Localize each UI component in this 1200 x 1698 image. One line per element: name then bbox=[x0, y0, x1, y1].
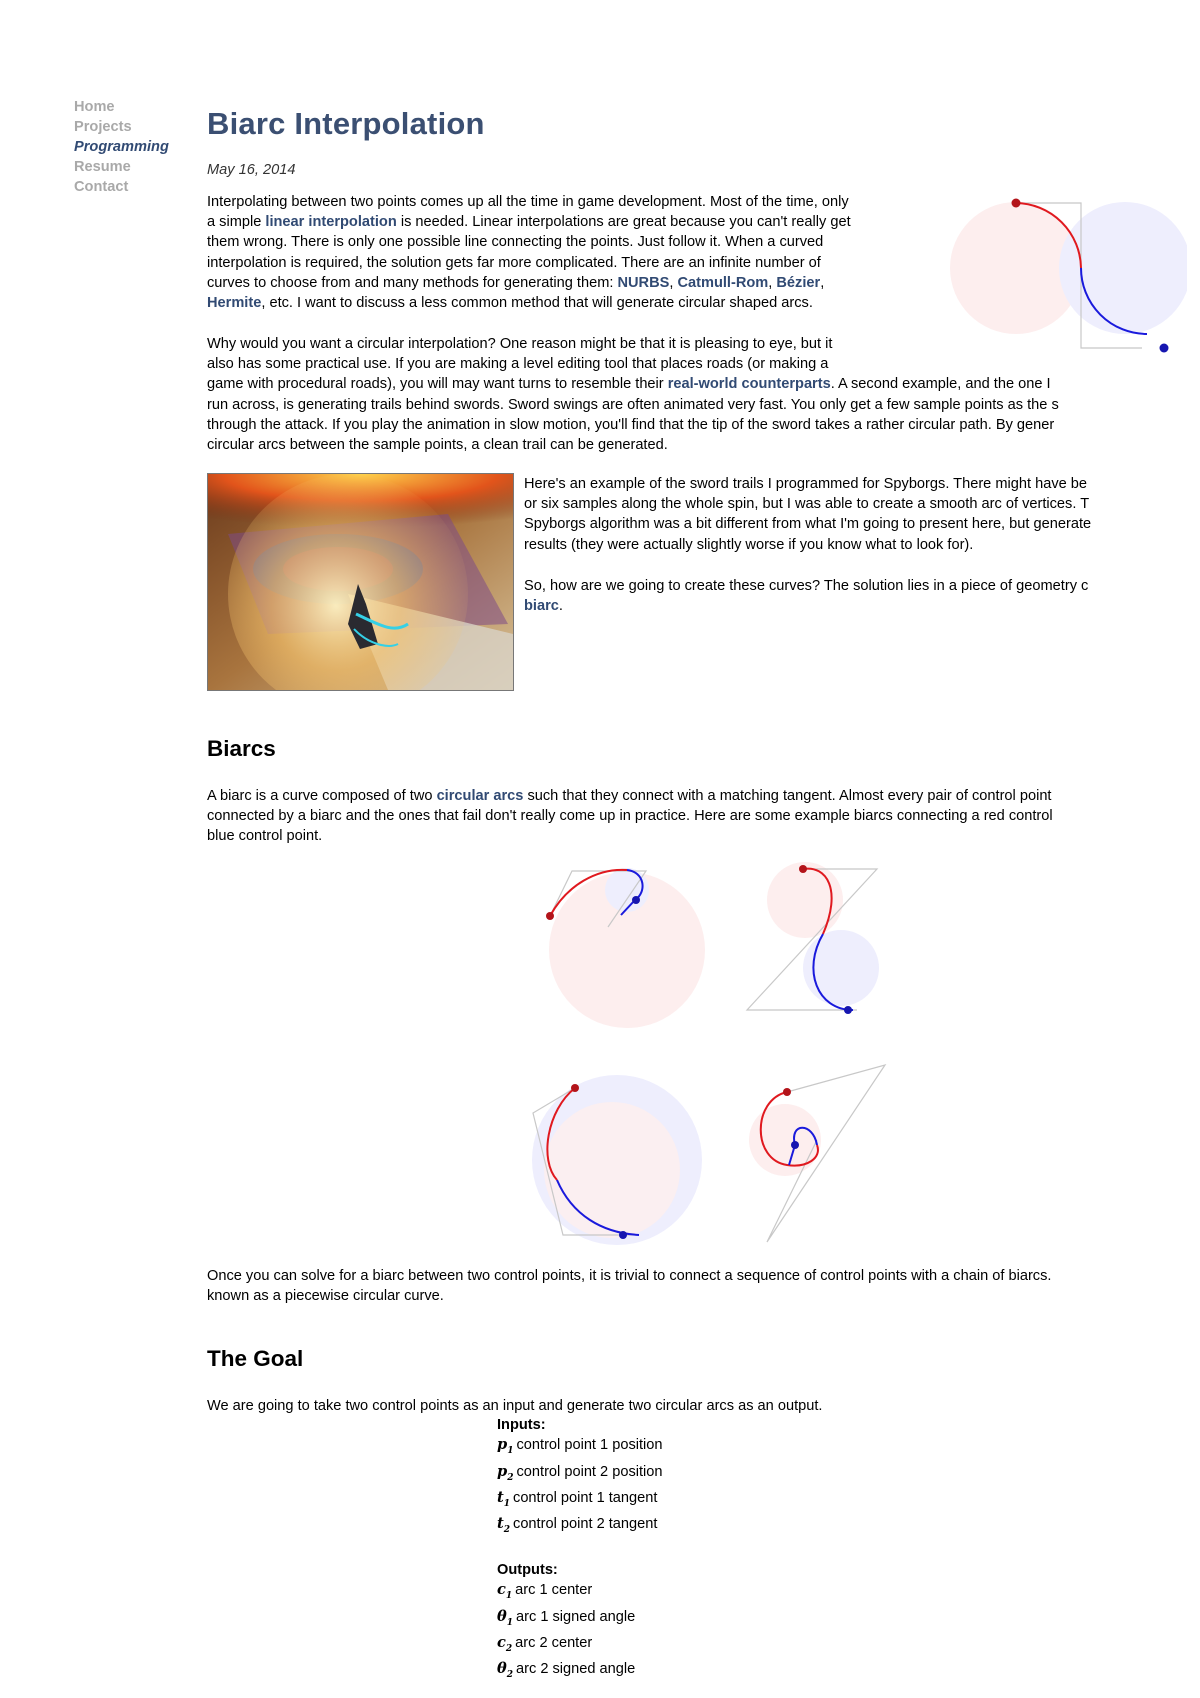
nav-home[interactable]: Home bbox=[74, 99, 115, 115]
io-text: arc 1 signed angle bbox=[516, 1608, 636, 1625]
blue-control-point bbox=[619, 1231, 627, 1239]
biarc-example-4 bbox=[749, 1065, 885, 1242]
symbol bbox=[497, 1633, 513, 1654]
biarcs-heading: Biarcs bbox=[207, 736, 276, 761]
real-world-counterparts-link[interactable]: real-world counterparts bbox=[667, 376, 831, 393]
text-line bbox=[524, 596, 1088, 616]
text: , bbox=[669, 274, 678, 291]
text-line: them wrong. There is only one possible line connecting the points. Just follow it. When a curved bbox=[207, 234, 824, 251]
intro-paragraph bbox=[207, 192, 851, 313]
io-row bbox=[497, 1633, 663, 1659]
spacer bbox=[497, 1540, 663, 1560]
io-text: control point 2 position bbox=[516, 1463, 663, 1480]
io-text: arc 1 center bbox=[515, 1582, 593, 1599]
outputs-label: Outputs: bbox=[497, 1562, 558, 1579]
io-row bbox=[497, 1580, 663, 1606]
hermite-link[interactable]: Hermite bbox=[207, 295, 262, 312]
text-line: Once you can solve for a biarc between two control points, it is trivial to connect a sequence of control points with a chain of biarcs. bbox=[207, 1268, 1052, 1284]
text: . A second example, and the one I bbox=[830, 376, 1051, 393]
symbol-letter: θ bbox=[497, 1607, 507, 1625]
why-paragraph bbox=[207, 334, 1059, 455]
nurbs-link[interactable]: NURBS bbox=[617, 274, 670, 291]
symbol-letter: c bbox=[497, 1581, 506, 1599]
text: curves to choose from and many methods for generating them: bbox=[207, 274, 618, 291]
text-line: through the attack. If you play the animation in slow motion, you'll find that the tip of the sword takes a rather circular path. By gener bbox=[207, 416, 1055, 433]
blue-control-point bbox=[1160, 344, 1169, 353]
text-line: We are going to take two control points as an input and generate two circular arcs as an output. bbox=[207, 1398, 823, 1414]
io-text: arc 2 center bbox=[515, 1634, 593, 1651]
symbol-subscript: 1 bbox=[503, 1498, 511, 1509]
biarc-example-2 bbox=[747, 862, 879, 1014]
symbol-subscript: 1 bbox=[505, 1591, 513, 1602]
io-row bbox=[497, 1435, 663, 1461]
symbol bbox=[497, 1581, 513, 1602]
text-line: known as a piecewise circular curve. bbox=[207, 1288, 444, 1305]
goal-heading: The Goal bbox=[207, 1346, 304, 1371]
blue-arc-circle bbox=[803, 930, 879, 1006]
site-nav bbox=[74, 97, 184, 197]
page-title: Biarc Interpolation bbox=[207, 106, 485, 141]
symbol bbox=[497, 1607, 513, 1628]
red-control-point bbox=[546, 912, 554, 920]
text-line: connected by a biarc and the ones that fail don't really come up in practice. Here are some example biarcs connecting a red control bbox=[207, 808, 1053, 825]
io-text: arc 2 signed angle bbox=[516, 1661, 636, 1678]
symbol-subscript: 2 bbox=[507, 1472, 514, 1483]
io-row bbox=[497, 1488, 663, 1514]
red-control-point bbox=[783, 1088, 791, 1096]
text-line: circular arcs between the sample points, a clean trail can be generated. bbox=[207, 437, 668, 454]
io-row bbox=[497, 1607, 663, 1633]
inputs-outputs bbox=[497, 1415, 663, 1685]
text: a simple bbox=[207, 214, 266, 231]
nav-projects[interactable]: Projects bbox=[74, 119, 132, 135]
spyborgs-screenshot bbox=[207, 473, 514, 691]
symbol-letter: c bbox=[497, 1633, 506, 1651]
blue-control-point bbox=[632, 896, 640, 904]
text-line: Why would you want a circular interpolation? One reason might be that it is pleasing to eye, but it bbox=[207, 336, 833, 352]
symbol-subscript: 2 bbox=[505, 1643, 513, 1654]
text-line: Spyborgs algorithm was a bit different from what I'm going to present here, but generate bbox=[524, 516, 1092, 533]
symbol-letter: θ bbox=[497, 1660, 507, 1678]
symbol-letter: t bbox=[497, 1514, 504, 1532]
article bbox=[207, 0, 1187, 1698]
piecewise-paragraph bbox=[207, 1266, 1051, 1306]
solution-paragraph bbox=[524, 576, 1088, 616]
symbol bbox=[497, 1488, 511, 1509]
symbol-subscript: 1 bbox=[506, 1617, 513, 1628]
text: is needed. Linear interpolations are great because you can't really get bbox=[396, 214, 851, 231]
io-text: control point 1 position bbox=[516, 1437, 663, 1454]
red-arc-circle bbox=[544, 1102, 680, 1238]
text: , bbox=[820, 274, 825, 291]
text: game with procedural roads), you will may want turns to resemble their bbox=[207, 376, 668, 393]
text-line: interpolation is required, the solution gets far more complicated. There are an infinite number of bbox=[207, 254, 821, 271]
symbol bbox=[497, 1514, 511, 1535]
text: A biarc is a curve composed of two bbox=[207, 788, 437, 804]
text-line: So, how are we going to create these curves? The solution lies in a piece of geometry c bbox=[524, 578, 1089, 594]
red-control-point bbox=[799, 865, 807, 873]
text-line bbox=[207, 786, 1053, 806]
inputs-label: Inputs: bbox=[497, 1417, 546, 1433]
io-row bbox=[497, 1659, 663, 1685]
red-control-point bbox=[571, 1084, 579, 1092]
text-line bbox=[207, 374, 1059, 394]
bezier-link[interactable]: Bézier bbox=[776, 274, 821, 291]
post-date: May 16, 2014 bbox=[207, 162, 296, 178]
biarc-example-1 bbox=[546, 868, 705, 1028]
io-text: control point 1 tangent bbox=[513, 1489, 658, 1506]
symbol-subscript: 1 bbox=[507, 1446, 514, 1457]
linear-interpolation-link[interactable]: linear interpolation bbox=[265, 214, 397, 231]
symbol bbox=[497, 1436, 514, 1457]
blue-arc-circle bbox=[1059, 202, 1187, 334]
text-line: results (they were actually slightly worse if you know what to look for). bbox=[524, 536, 974, 553]
text: , etc. I want to discuss a less common method that will generate circular shaped arcs. bbox=[261, 295, 813, 312]
blue-control-point bbox=[844, 1006, 852, 1014]
symbol-letter: p bbox=[497, 1462, 508, 1480]
io-text: control point 2 tangent bbox=[513, 1515, 658, 1532]
text-line bbox=[207, 273, 851, 293]
example-biarcs-figure bbox=[517, 860, 1137, 1250]
text-line: run across, is generating trails behind swords. Sword swings are often animated very fast. You only get a few sample points as the s bbox=[207, 396, 1059, 413]
symbol-subscript: 2 bbox=[506, 1669, 513, 1680]
text-line: also has some practical use. If you are making a level editing tool that places roads (or making a bbox=[207, 356, 829, 373]
symbol bbox=[497, 1660, 513, 1680]
symbol-letter: p bbox=[497, 1436, 508, 1454]
red-control-point bbox=[1012, 199, 1021, 208]
text-line: blue control point. bbox=[207, 828, 323, 845]
circular-arcs-link[interactable]: circular arcs bbox=[436, 788, 524, 804]
text-line bbox=[207, 293, 851, 313]
symbol-letter: t bbox=[497, 1488, 504, 1506]
spyborgs-paragraph bbox=[524, 474, 1091, 555]
catmull-rom-link[interactable]: Catmull-Rom bbox=[677, 274, 769, 291]
biarc-example-3 bbox=[532, 1075, 702, 1245]
text-line: or six samples along the whole spin, but I was able to create a smooth arc of vertices. T bbox=[524, 496, 1090, 513]
blue-control-point bbox=[791, 1141, 799, 1149]
text: such that they connect with a matching tangent. Almost every pair of control point bbox=[523, 788, 1052, 804]
biarc-definition-paragraph bbox=[207, 786, 1053, 847]
symbol-subscript: 2 bbox=[503, 1524, 511, 1535]
screenshot-image bbox=[208, 474, 513, 690]
biarc-link[interactable]: biarc bbox=[524, 598, 559, 615]
text-line bbox=[207, 212, 851, 232]
text: , bbox=[768, 274, 777, 291]
text-line: Here's an example of the sword trails I programmed for Spyborgs. There might have be bbox=[524, 476, 1088, 492]
io-row bbox=[497, 1514, 663, 1540]
nav-programming[interactable]: Programming bbox=[74, 139, 169, 155]
nav-resume[interactable]: Resume bbox=[74, 159, 131, 175]
symbol bbox=[497, 1462, 514, 1483]
goal-paragraph bbox=[207, 1396, 822, 1416]
text-line: Interpolating between two points comes up all the time in game development. Most of the time, only bbox=[207, 194, 849, 210]
text: . bbox=[558, 598, 563, 615]
header-biarc-figure bbox=[942, 196, 1187, 356]
nav-contact[interactable]: Contact bbox=[74, 179, 129, 195]
io-row bbox=[497, 1462, 663, 1488]
